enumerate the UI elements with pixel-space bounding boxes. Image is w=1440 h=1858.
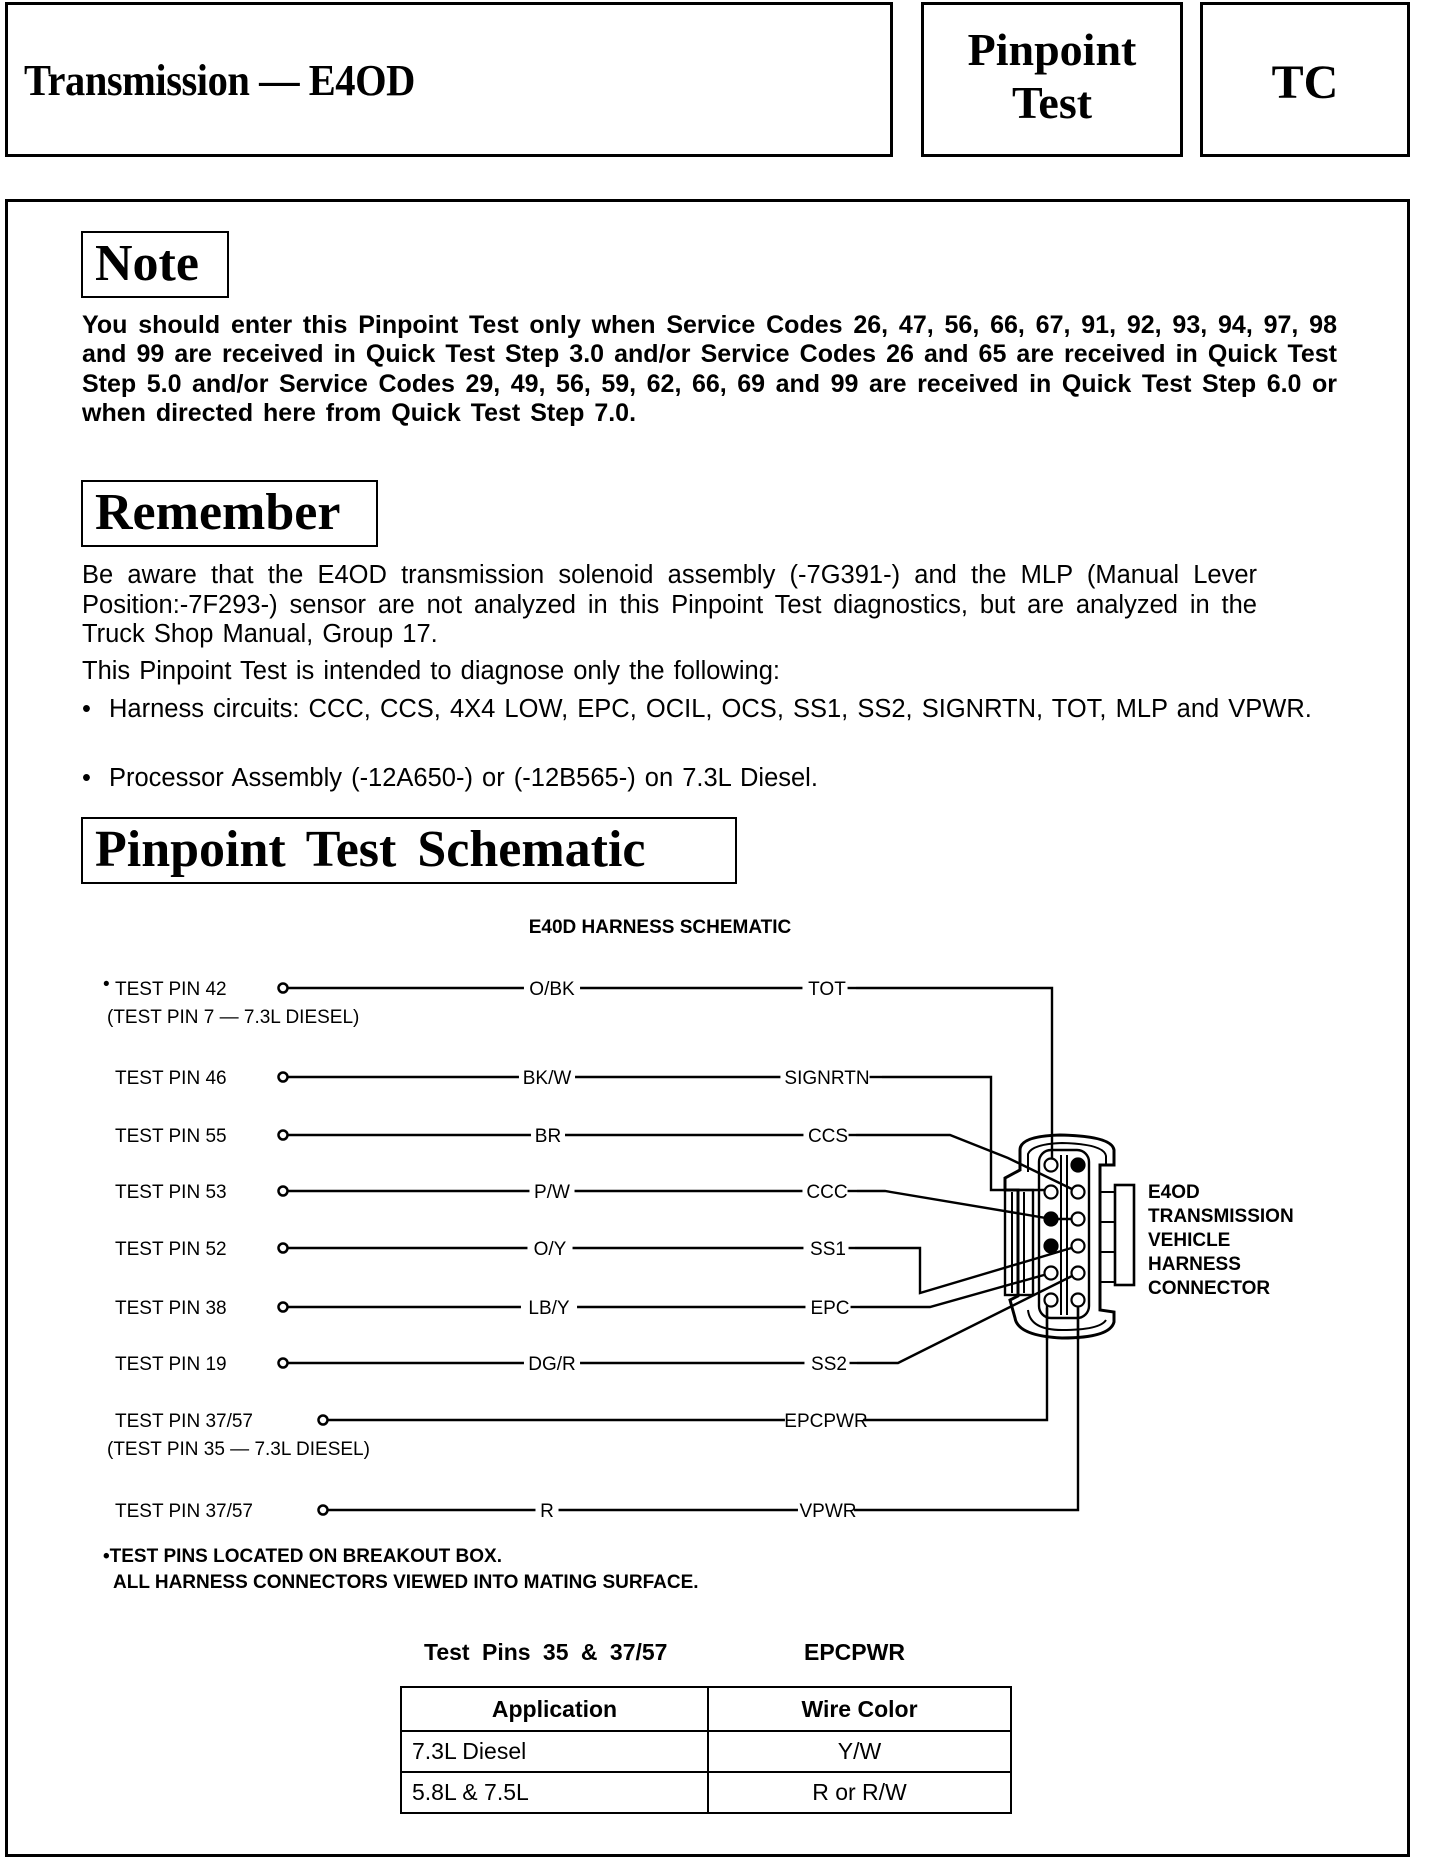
connector-outer-shell — [1005, 1135, 1114, 1338]
connector-pin-icon — [1072, 1240, 1085, 1253]
circuit-label: CCS — [807, 1126, 849, 1147]
connector-pin-icon — [1072, 1186, 1085, 1199]
pinpoint-test-code: TC — [1271, 56, 1339, 109]
circuit-label: EPCPWR — [784, 1411, 868, 1432]
cell-wire-color: Y/W — [708, 1731, 1011, 1772]
schematic-row — [103, 974, 856, 1028]
connector-label — [1148, 1182, 1294, 1299]
epcpwr-wire-color-table — [400, 1686, 1012, 1814]
schematic-rows — [103, 974, 882, 1522]
schematic-footnote-2: ALL HARNESS CONNECTORS VIEWED INTO MATING SURFACE. — [113, 1572, 699, 1593]
schematic-footnote-1: •TEST PINS LOCATED ON BREAKOUT BOX. — [103, 1546, 502, 1567]
connector-label-line: VEHICLE — [1148, 1230, 1231, 1251]
connector-label-line: E4OD — [1148, 1182, 1200, 1203]
test-pin-label: TEST PIN 46 — [115, 1068, 227, 1089]
column-header-application: Application — [401, 1687, 708, 1731]
wire-epcpwr-route — [882, 1300, 1047, 1420]
schematic-row — [115, 1501, 876, 1522]
table-caption-test-pins: Test Pins 35 & 37/57 — [424, 1639, 668, 1665]
schematic-row — [115, 1354, 857, 1375]
connector-pin-plate — [1039, 1150, 1089, 1318]
wire-color-label: R — [540, 1501, 554, 1522]
wire-color-label: BR — [534, 1126, 562, 1147]
bullet-text: Harness circuits: CCC, CCS, 4X4 LOW, EPC, OCIL, OCS, SS1, SS2, SIGNRTN, TOT, MLP and VPWR. — [109, 695, 1312, 723]
test-pin-note: (TEST PIN 35 — 7.3L DIESEL) — [107, 1439, 370, 1460]
wire-signrtn-route — [882, 1077, 1045, 1190]
cell-application: 7.3L Diesel — [401, 1731, 708, 1772]
note-text: You should enter this Pinpoint Test only when Service Codes 26, 47, 56, 66, 67, 91, 92, 93, 94, 97, 98 and 99 are received in Quick Test Step 3.0 and/or Service Codes 26 and 65 are received in Quick Test Step 5.0 and/or Service Codes 29, 49, 56, 59, 62, 66, 69 and 99 are received in Quick Test Step 6.0 or when directed here from Quick Test Step 7.0. — [82, 311, 1337, 427]
connector-pin-plugged-icon — [1045, 1240, 1058, 1253]
test-pin-label: TEST PIN 52 — [115, 1239, 227, 1260]
table-row — [401, 1772, 1011, 1813]
wire-color-label: BK/W — [522, 1068, 572, 1089]
connector-label-line: HARNESS — [1148, 1254, 1241, 1275]
column-header-wire-color: Wire Color — [708, 1687, 1011, 1731]
connector-pin-icon — [1045, 1186, 1058, 1199]
test-pin-terminal-icon — [279, 984, 288, 993]
wire-color-label: DG/R — [528, 1354, 576, 1375]
connector-pin-plugged-icon — [1045, 1213, 1058, 1226]
schematic-row — [107, 1411, 882, 1460]
test-pin-terminal-icon — [279, 1073, 288, 1082]
test-pin-terminal-icon — [279, 1303, 288, 1312]
remember-text: Be aware that the E4OD transmission solenoid assembly (-7G391-) and the MLP (Manual Lever Position:-7F293-) sensor are not analyzed in this Pinpoint Test diagnostics, but are analyzed in the Truck Shop Manual, Group 17. — [82, 561, 1257, 648]
connector-pin-icon — [1072, 1213, 1085, 1226]
connector-pin-icon — [1072, 1294, 1085, 1307]
test-pin-label: TEST PIN 38 — [115, 1298, 227, 1319]
test-pin-terminal-icon — [279, 1187, 288, 1196]
bullet-icon: • — [82, 695, 91, 723]
test-pin-terminal-icon — [279, 1131, 288, 1140]
test-pin-label: TEST PIN 55 — [115, 1126, 227, 1147]
table-header-row — [401, 1687, 1011, 1731]
circuit-label: TOT — [808, 979, 846, 1000]
section-label-line1: Pinpoint — [967, 24, 1137, 75]
asterisk-marker: • — [103, 974, 110, 995]
document-title: Transmission — E4OD — [24, 56, 415, 105]
circuit-label: SIGNRTN — [784, 1068, 870, 1089]
note-heading: Note — [81, 231, 229, 298]
test-pin-terminal-icon — [319, 1506, 328, 1515]
connector-side-latch — [1115, 1185, 1134, 1285]
remember-heading: Remember — [81, 480, 378, 547]
cell-application: 5.8L & 7.5L — [401, 1772, 708, 1813]
schematic-row — [115, 1298, 860, 1319]
connector-pin-icon — [1045, 1267, 1058, 1280]
connector-pin-plugged-icon — [1072, 1159, 1085, 1172]
schematic-row — [115, 1182, 857, 1203]
schematic-row — [115, 1239, 855, 1260]
circuit-label: EPC — [810, 1298, 850, 1319]
wire-color-label: O/Y — [533, 1239, 567, 1260]
connector-pin-icon — [1045, 1294, 1058, 1307]
connector-pins — [1045, 1159, 1085, 1307]
test-pin-terminal-icon — [279, 1244, 288, 1253]
test-pin-label: TEST PIN 19 — [115, 1354, 227, 1375]
wire-color-label: O/BK — [529, 979, 575, 1000]
connector-label-line: CONNECTOR — [1148, 1278, 1271, 1299]
test-pin-label: TEST PIN 37/57 — [115, 1501, 253, 1522]
cell-wire-color: R or R/W — [708, 1772, 1011, 1813]
connector-pin-icon — [1072, 1267, 1085, 1280]
test-pin-label: TEST PIN 53 — [115, 1182, 227, 1203]
schematic-row — [115, 1126, 856, 1147]
schematic-heading: Pinpoint Test Schematic — [81, 817, 737, 884]
wire-ss2-route — [857, 1273, 1078, 1363]
schematic-row — [115, 1068, 882, 1089]
circuit-label: SS1 — [810, 1239, 846, 1260]
section-label-line2: Test — [1011, 77, 1093, 128]
table-row — [401, 1731, 1011, 1772]
connector-label-line: TRANSMISSION — [1148, 1206, 1294, 1227]
circuit-label: CCC — [806, 1182, 848, 1203]
wire-color-label: P/W — [534, 1182, 570, 1203]
test-pin-label: TEST PIN 42 — [115, 979, 227, 1000]
test-pin-label: TEST PIN 37/57 — [115, 1411, 253, 1432]
test-pin-note: (TEST PIN 7 — 7.3L DIESEL) — [107, 1007, 360, 1028]
wire-color-label: LB/Y — [528, 1298, 570, 1319]
circuit-label: VPWR — [799, 1501, 857, 1522]
test-pin-terminal-icon — [319, 1416, 328, 1425]
bullet-icon: • — [82, 764, 91, 792]
bullet-text: Processor Assembly (-12A650-) or (-12B565-) on 7.3L Diesel. — [109, 764, 818, 792]
table-caption-circuit: EPCPWR — [804, 1639, 905, 1665]
intended-text: This Pinpoint Test is intended to diagnose only the following: — [82, 657, 780, 685]
connector-pin-icon — [1045, 1159, 1058, 1172]
test-pin-terminal-icon — [279, 1359, 288, 1368]
schematic-title: E40D HARNESS SCHEMATIC — [528, 917, 792, 938]
circuit-label: SS2 — [811, 1354, 847, 1375]
